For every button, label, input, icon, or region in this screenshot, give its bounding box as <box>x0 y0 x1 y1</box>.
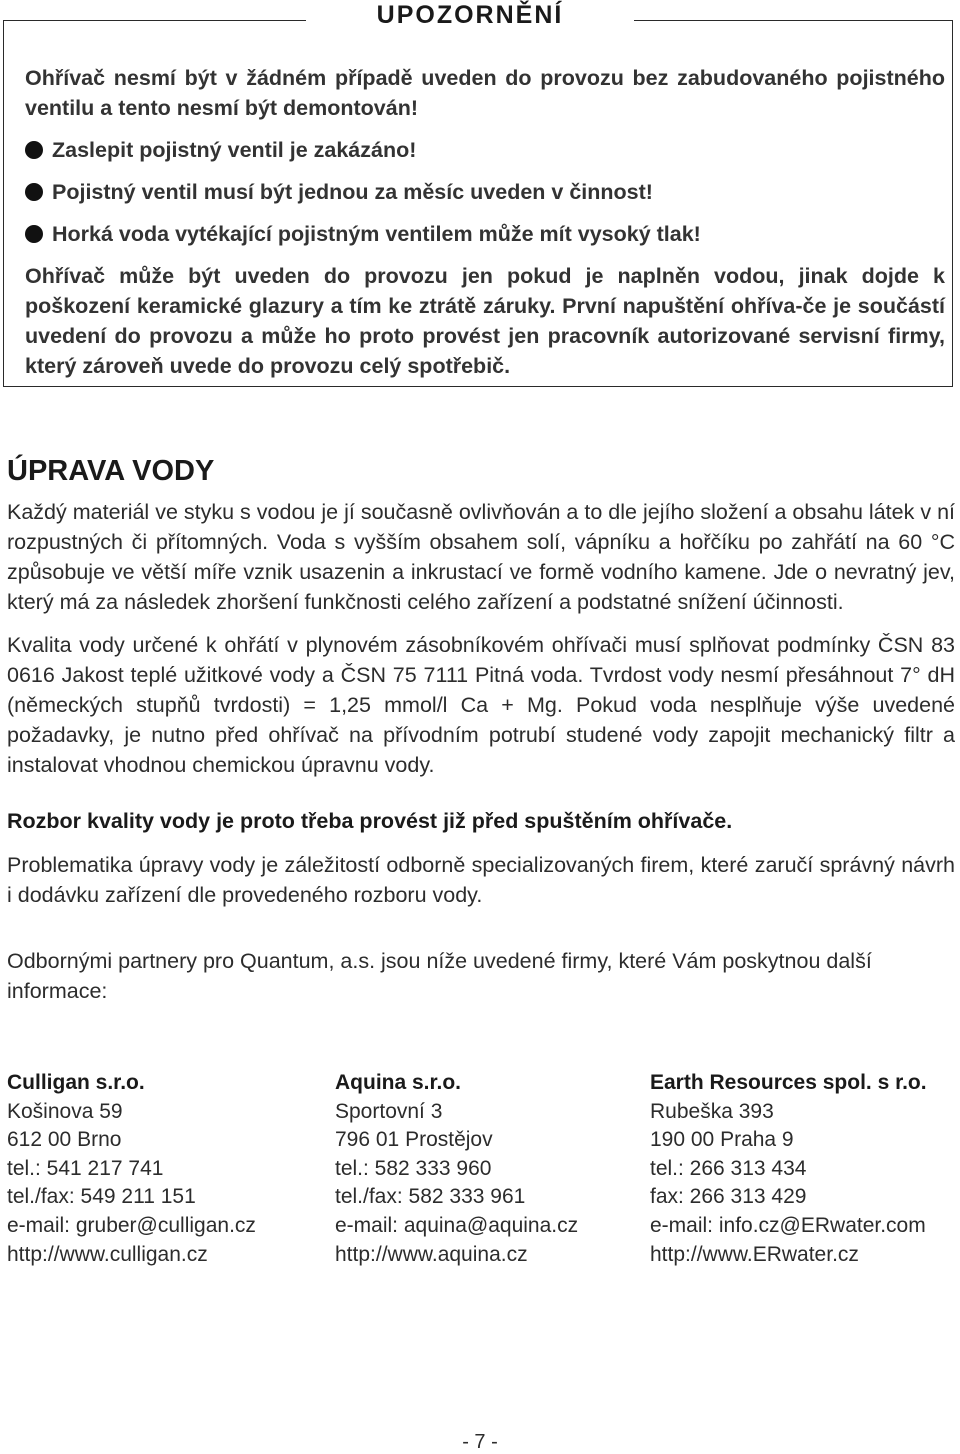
company-name: Culligan s.r.o. <box>7 1071 145 1094</box>
company-name: Earth Resources spol. s r.o. <box>650 1071 927 1094</box>
body-paragraph: Každý materiál ve styku s vodou je jí současně ovlivňován a to dle jejího složení a obsahu látek v ní rozpustných či přítomných. Voda s vyšším obsahem solí, vápníku a hořčíku po zahřátí na 60 °C způsobuje ve větší míře vznik usazenin a inkrustací ve formě vodního kamene. Jde o nevratný jev, který má za následek zhoršení funkčnosti celého zařízení a podstatné snížení účinnosti. <box>7 500 955 614</box>
company-phone: tel.: 582 333 960 <box>335 1156 492 1180</box>
warning-bullet-item <box>25 177 945 207</box>
warning-bullet-text: Pojistný ventil musí být jednou za měsíc uveden v činnost! <box>52 180 653 204</box>
warning-bullet-item <box>25 135 945 165</box>
company-fax: fax: 266 313 429 <box>650 1185 807 1209</box>
contact-card <box>7 1069 256 1269</box>
company-web: http://www.aquina.cz <box>335 1242 528 1266</box>
partners-intro: Odbornými partnery pro Quantum, a.s. jsou níže uvedené firmy, které Vám poskytnou další informace: <box>7 949 872 1003</box>
body-paragraph: Problematika úpravy vody je záležitostí odborně specializovaných firem, které zaručí správný návrh i dodávku zařízení dle provedeného rozboru vody. <box>7 853 955 907</box>
body-paragraph: Kvalita vody určené k ohřátí v plynovém zásobníkovém ohřívači musí splňovat podmínky ČSN 83 0616 Jakost teplé užitkové vody a ČSN 75 7111 Pitná voda. Tvrdost vody nesmí přesáhnout 7° dH (německých stupňů tvrdosti) = 1,25 mmol/l Ca + Mg. Pokud voda nesplňuje výše uvedené požadavky, je nutno před ohřívač na přívodním potrubí studené vody zapojit mechanický filtr a instalovat vhodnou chemickou úpravnu vody. <box>7 633 955 777</box>
company-email: e-mail: aquina@aquina.cz <box>335 1213 579 1237</box>
company-phone: tel.: 541 217 741 <box>7 1156 164 1180</box>
bullet-dot-icon <box>25 183 43 201</box>
bold-statement: Rozbor kvality vody je proto třeba provést již před spuštěním ohřívače. <box>7 809 733 833</box>
warning-title: UPOZORNĚNÍ <box>306 0 634 34</box>
contact-card <box>650 1069 927 1269</box>
company-fax: tel./fax: 549 211 151 <box>7 1185 196 1209</box>
warning-closing: Ohřívač může být uveden do provozu jen pokud je naplněn vodou, jinak dojde k poškození keramické glazury a tím ke ztrátě záruky. První napuštění ohříva-če je součástí uvedení do provozu a může ho proto provést jen pracovník autorizované servisní firmy, který zároveň uvede do provozu celý spotřebič. <box>25 264 945 378</box>
partner-contacts <box>7 1069 957 1279</box>
company-phone: tel.: 266 313 434 <box>650 1156 807 1180</box>
warning-intro: Ohřívač nesmí být v žádném případě uveden do provozu bez zabudovaného pojistného ventilu a tento nesmí být demontován! <box>25 66 945 120</box>
warning-bullet-text: Zaslepit pojistný ventil je zakázáno! <box>52 138 417 162</box>
company-street: Košinova 59 <box>7 1099 123 1123</box>
warning-box <box>3 20 953 387</box>
water-treatment-section <box>7 452 955 1006</box>
company-web: http://www.ERwater.cz <box>650 1242 859 1266</box>
company-city: 190 00 Praha 9 <box>650 1128 794 1152</box>
company-fax: tel./fax: 582 333 961 <box>335 1185 526 1209</box>
page-number: - 7 - <box>462 1431 498 1453</box>
company-street: Rubeška 393 <box>650 1099 774 1123</box>
company-email: e-mail: info.cz@ERwater.com <box>650 1213 926 1237</box>
bullet-dot-icon <box>25 225 43 243</box>
company-street: Sportovní 3 <box>335 1099 443 1123</box>
contact-card <box>335 1069 578 1269</box>
warning-bullet-item <box>25 219 945 249</box>
company-city: 796 01 Prostějov <box>335 1128 493 1152</box>
company-web: http://www.culligan.cz <box>7 1242 208 1266</box>
warning-bullet-text: Horká voda vytékající pojistným ventilem může mít vysoký tlak! <box>52 222 701 246</box>
bullet-dot-icon <box>25 141 43 159</box>
warning-content <box>25 63 945 381</box>
company-email: e-mail: gruber@culligan.cz <box>7 1213 256 1237</box>
section-heading: ÚPRAVA VODY <box>7 455 215 487</box>
company-city: 612 00 Brno <box>7 1128 122 1152</box>
company-name: Aquina s.r.o. <box>335 1071 462 1094</box>
